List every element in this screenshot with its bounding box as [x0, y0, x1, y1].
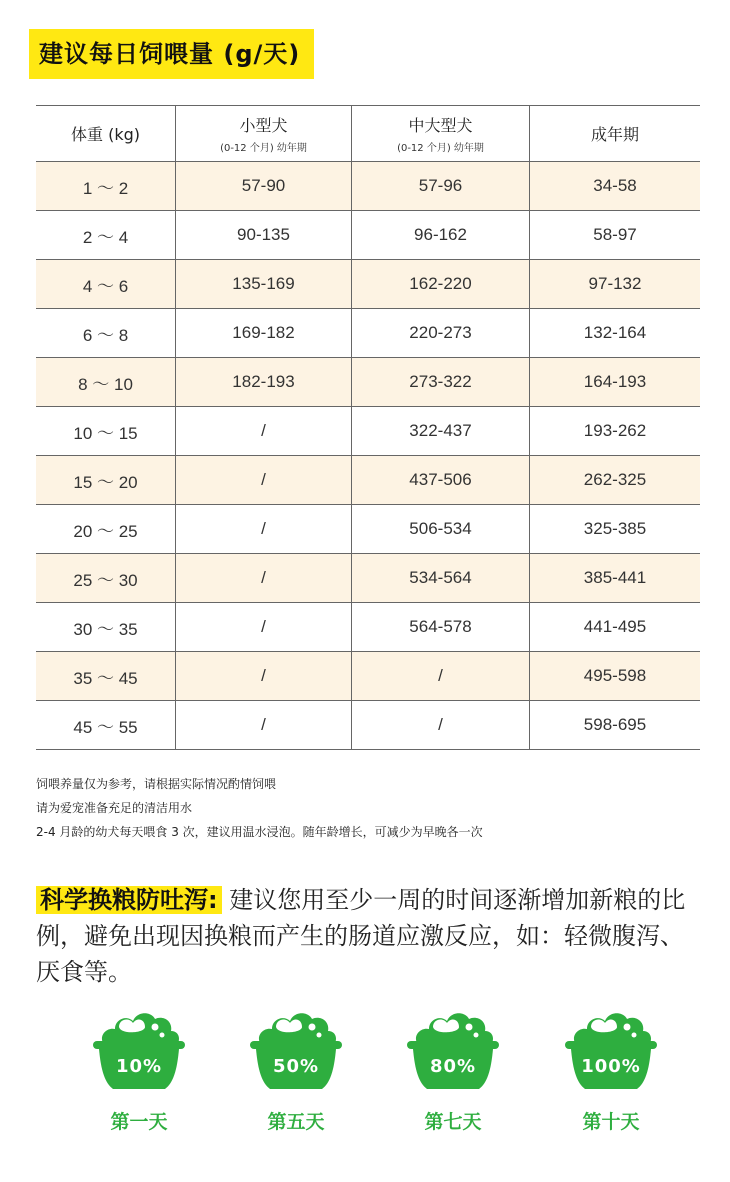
transition-step [84, 1005, 194, 1134]
header-small-dog [176, 106, 352, 162]
table-cell: / [176, 652, 352, 701]
table-cell: 25 ～ 30 [36, 554, 176, 603]
table-row [36, 652, 700, 701]
table-cell: 564-578 [352, 603, 530, 652]
food-bowl-icon [89, 1005, 189, 1095]
table-cell: 34-58 [530, 162, 701, 211]
table-cell: 534-564 [352, 554, 530, 603]
table-cell: 164-193 [530, 358, 701, 407]
transition-step [241, 1005, 351, 1134]
table-cell: 2 ～ 4 [36, 211, 176, 260]
table-cell: 6 ～ 8 [36, 309, 176, 358]
table-cell: 132-164 [530, 309, 701, 358]
advice-text: 建议您用至少一周的时间逐渐增加新粮的比例，避免出现因换粮而产生的肠道应激反应，如：轻微腹泻、厌食等。 [36, 886, 686, 986]
table-cell: 15 ～ 20 [36, 456, 176, 505]
note-item: 饲喂养量仅为参考，请根据实际情况酌情饲喂 [36, 777, 277, 791]
table-cell: / [176, 456, 352, 505]
table-cell: 30 ～ 35 [36, 603, 176, 652]
table-cell: / [352, 652, 530, 701]
table-cell: 506-534 [352, 505, 530, 554]
table-cell: 169-182 [176, 309, 352, 358]
transition-schedule [0, 1005, 730, 1135]
header-small-dog-sub: (0-12 个月) 幼年期 [220, 143, 307, 154]
table-cell: 437-506 [352, 456, 530, 505]
table-cell: / [176, 554, 352, 603]
table-cell: / [176, 603, 352, 652]
table-cell: / [176, 701, 352, 750]
table-header-row [36, 106, 700, 162]
transition-day: 第十天 [582, 1111, 640, 1133]
table-row [36, 260, 700, 309]
table-cell: 598-695 [530, 701, 701, 750]
note-item: 2-4 月龄的幼犬每天喂食 3 次，建议用温水浸泡。随年龄增长，可减少为早晚各一次 [36, 825, 483, 839]
table-row [36, 358, 700, 407]
table-row [36, 603, 700, 652]
table-cell: / [352, 701, 530, 750]
header-weight [36, 106, 176, 162]
header-small-dog-label: 小型犬 [239, 116, 288, 135]
table-row [36, 505, 700, 554]
feeding-table [36, 105, 700, 750]
table-cell: 385-441 [530, 554, 701, 603]
table-cell: 4 ～ 6 [36, 260, 176, 309]
table-cell: 90-135 [176, 211, 352, 260]
table-cell: 220-273 [352, 309, 530, 358]
table-cell: 262-325 [530, 456, 701, 505]
table-cell: 1 ～ 2 [36, 162, 176, 211]
transition-percent: 50% [272, 1056, 320, 1077]
food-bowl-icon [561, 1005, 661, 1095]
header-weight-label: 体重 (kg) [71, 125, 140, 144]
table-cell: 182-193 [176, 358, 352, 407]
table-row [36, 162, 700, 211]
table-row [36, 701, 700, 750]
table-cell: 10 ～ 15 [36, 407, 176, 456]
header-large-dog-sub: (0-12 个月) 幼年期 [397, 143, 484, 154]
page-title: 建议每日饲喂量 (g/天) [29, 29, 314, 79]
table-cell: 57-90 [176, 162, 352, 211]
table-row [36, 407, 700, 456]
transition-percent: 80% [429, 1056, 477, 1077]
transition-percent: 100% [581, 1056, 641, 1077]
table-cell: 325-385 [530, 505, 701, 554]
note-item: 请为爱宠准备充足的清洁用水 [36, 801, 193, 815]
table-cell: 162-220 [352, 260, 530, 309]
table-cell: 193-262 [530, 407, 701, 456]
header-adult [530, 106, 701, 162]
header-large-dog [352, 106, 530, 162]
table-cell: 97-132 [530, 260, 701, 309]
transition-step [556, 1005, 666, 1134]
table-cell: 495-598 [530, 652, 701, 701]
header-adult-label: 成年期 [590, 125, 639, 144]
table-cell: 8 ～ 10 [36, 358, 176, 407]
transition-day: 第七天 [424, 1111, 482, 1133]
transition-day: 第一天 [110, 1111, 168, 1133]
table-cell: 57-96 [352, 162, 530, 211]
table-cell: 441-495 [530, 603, 701, 652]
food-bowl-icon [403, 1005, 503, 1095]
feeding-notes [36, 772, 483, 844]
transition-percent: 10% [115, 1056, 163, 1077]
table-cell: 322-437 [352, 407, 530, 456]
table-cell: 273-322 [352, 358, 530, 407]
table-row [36, 456, 700, 505]
table-row [36, 211, 700, 260]
transition-day: 第五天 [267, 1111, 325, 1133]
table-cell: / [176, 407, 352, 456]
advice-highlight: 科学换粮防吐泻: [36, 886, 222, 914]
food-transition-advice [36, 882, 706, 990]
table-cell: 58-97 [530, 211, 701, 260]
table-cell: / [176, 505, 352, 554]
transition-step [398, 1005, 508, 1134]
table-cell: 35 ～ 45 [36, 652, 176, 701]
table-cell: 45 ～ 55 [36, 701, 176, 750]
table-cell: 96-162 [352, 211, 530, 260]
header-large-dog-label: 中大型犬 [408, 116, 473, 135]
table-row [36, 554, 700, 603]
table-cell: 135-169 [176, 260, 352, 309]
food-bowl-icon [246, 1005, 346, 1095]
table-cell: 20 ～ 25 [36, 505, 176, 554]
table-row [36, 309, 700, 358]
